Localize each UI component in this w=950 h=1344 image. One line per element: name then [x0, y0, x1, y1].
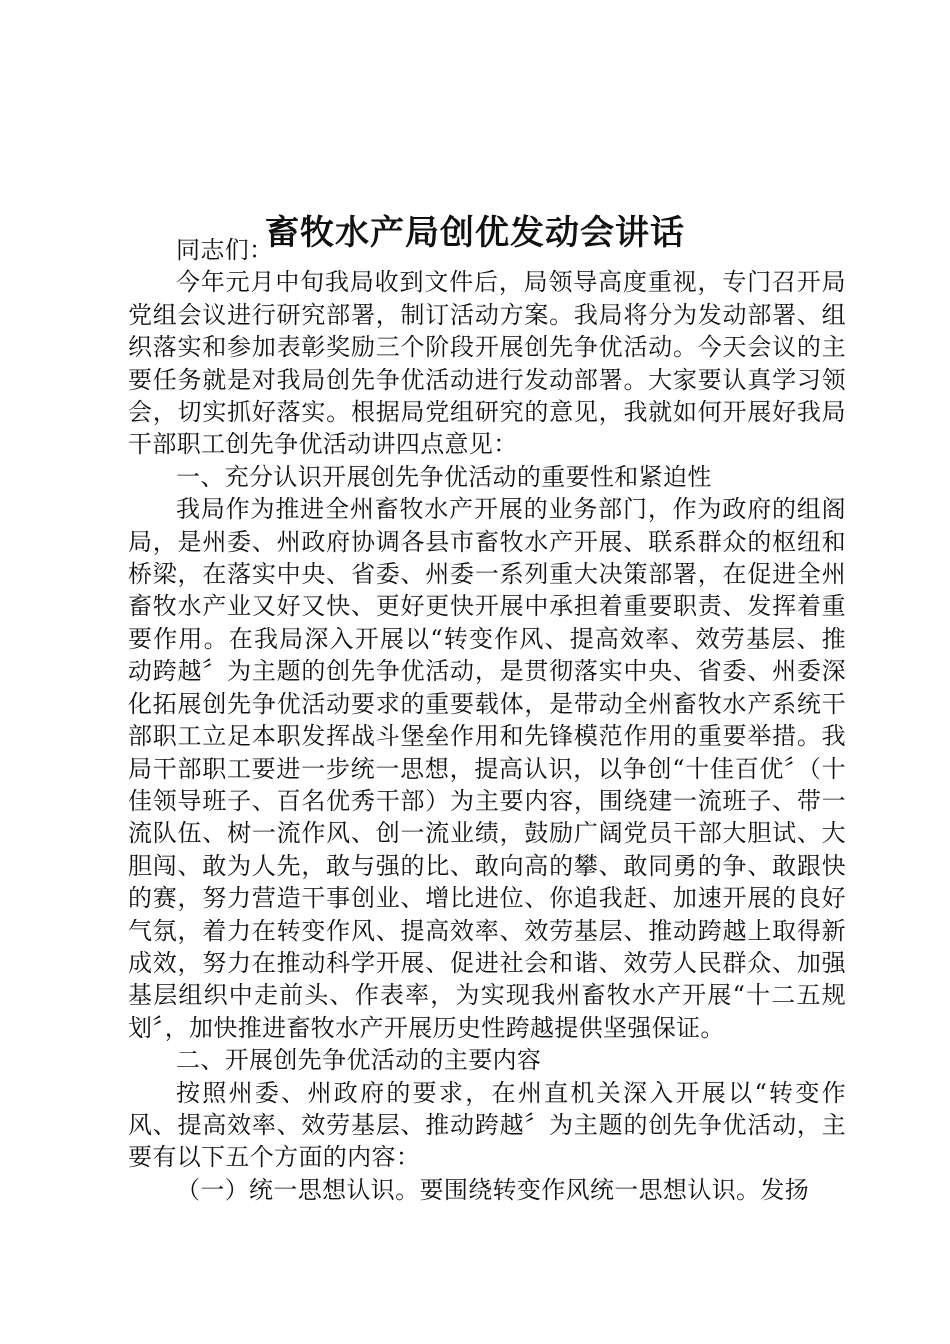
subsection-one-start: （一）统一思想认识。要围绕转变作风统一思想认识。发扬 [176, 1175, 810, 1204]
paragraph-section-one: 我局作为推进全州畜牧水产开展的业务部门，作为政府的组阁局，是州委、州政府协调各县市畜牧水产开展、联系群众的枢纽和桥梁，在落实中央、省委、州委一系列重大决策部署，在促进全州畜牧水产业又好又快、更好更快开展中承担着重要职责、发挥着重要作用。在我局深入开展以“转变作风、提高效率、效劳基层、推动跨越〞为主题的创先争优活动，是贯彻落实中央、省委、州委深化拓展创先争优活动要求的重要载体，是带动全州畜牧水产系统干部职工立足本职发挥战斗堡垒作用和先锋模范作用的重要举措。我局干部职工要进一步统一思想，提高认识，以争创“十佳百优〞（十佳领导班子、百名优秀干部）为主要内容，围绕建一流班子、带一流队伍、树一流作风、创一流业绩，鼓励广阔党员干部大胆试、大胆闯、敢为人先，敢与强的比、敢向高的攀、敢同勇的争、敢跟快的赛，努力营造干事创业、增比进位、你追我赶、加速开展的良好气氛，着力在转变作风、提高效率、效劳基层、推动跨越上取得新成效，努力在推动科学开展、促进社会和谐、效劳人民群众、加强基层组织中走前头、作表率，为实现我州畜牧水产开展“十二五规划〞，加快推进畜牧水产开展历史性跨越提供坚强保证。 [128, 495, 846, 1042]
document-body [128, 234, 846, 1206]
section-heading-one: 一、充分认识开展创先争优活动的重要性和紧迫性 [176, 462, 712, 491]
section-heading-two: 二、开展创先争优活动的主要内容 [176, 1046, 542, 1075]
salutation: 同志们： [176, 236, 274, 264]
paragraph-section-two: 按照州委、州政府的要求，在州直机关深入开展以“转变作风、提高效率、效劳基层、推动跨越〞为主题的创先争优活动，主要有以下五个方面的内容： [128, 1078, 846, 1172]
document-title: 畜牧水产局创优发动会讲话 [265, 212, 685, 253]
paragraph-intro: 今年元月中旬我局收到文件后，局领导高度重视，专门召开局党组会议进行研究部署，制订活动方案。我局将分为发动部署、组织落实和参加表彰奖励三个阶段开展创先争优活动。今天会议的主要任务就是对我局创先争优活动进行发动部署。大家要认真学习领会，切实抓好落实。根据局党组研究的意见，我就如何开展好我局干部职工创先争优活动讲四点意见： [128, 268, 846, 459]
